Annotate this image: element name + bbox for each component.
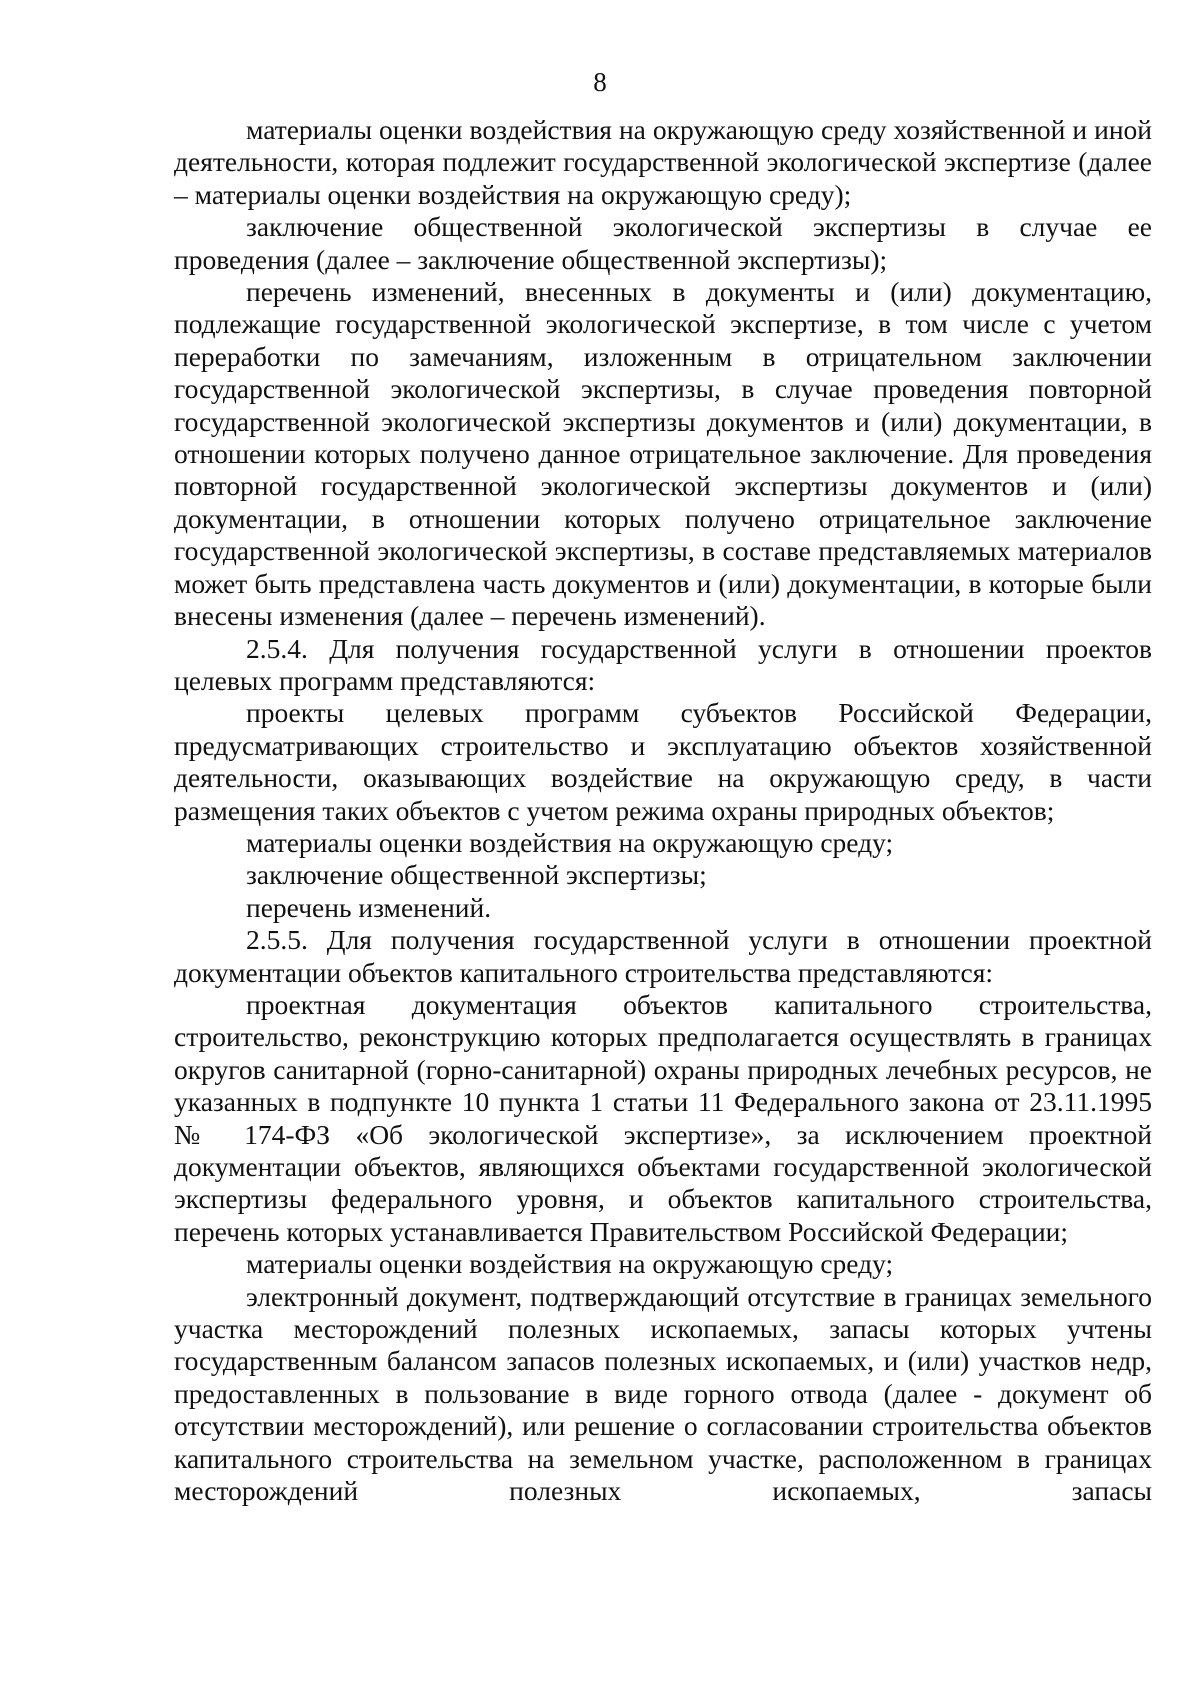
paragraph-list-of-changes-short: перечень изменений. bbox=[246, 891, 492, 923]
paragraph-project-documentation: проектная документация объектов капитального строительства, строительство, реконструкцию которых предполагается осуществлять в границах округов санитарной (горно-санитарной) охраны природных лечебных ресурсов, не указанных в подпункте 10 пункта 1 статьи 11 Федерального закона от 23.11.1995 № 174-ФЗ «Об экологической экспертизе», за исключением проектной документации объектов, являющихся объектами государственной экологической экспертизы федерального уровня, и объектов капитального строительства, перечень которых устанавливается Правительством Российской Федерации; bbox=[174, 988, 1152, 1247]
paragraph-public-expertise-conclusion: заключение общественной экологической экспертизы в случае ее проведения (далее – заключение общественной экспертизы); bbox=[174, 211, 1152, 275]
paragraph-eia-materials-short: материалы оценки воздействия на окружающую среду; bbox=[246, 826, 894, 858]
paragraph-electronic-document: электронный документ, подтверждающий отсутствие в границах земельного участка месторождений полезных ископаемых, запасы которых учтены государственным балансом запасов полезных ископаемых, и (или) участков недр, предоставленных в пользование в виде горного отвода (далее - документ об отсутствии месторождений), или решение о согласовании строительства объектов капитального строительства на земельном участке, расположенном в границах месторождений полезных ископаемых, запасы bbox=[174, 1280, 1152, 1507]
paragraph-list-of-changes: перечень изменений, внесенных в документы и (или) документацию, подлежащие государственной экологической экспертизе, в том числе с учетом переработки по замечаниям, изложенным в отрицательном заключении государственной экологической экспертизы, в случае проведения повторной государственной экологической экспертизы документов и (или) документации, в отношении которых получено данное отрицательное заключение. Для проведения повторной государственной экологической экспертизы документов и (или) документации, в отношении которых получено отрицательное заключение государственной экологической экспертизы, в составе представляемых материалов может быть представлена часть документов и (или) документации, в которые были внесены изменения (далее – перечень изменений). bbox=[174, 276, 1152, 632]
document-body bbox=[174, 114, 1152, 1507]
paragraph-section-2-5-5: 2.5.5. Для получения государственной услуги в отношении проектной документации объектов капитального строительства представляются: bbox=[174, 924, 1152, 988]
paragraph-target-programs: проекты целевых программ субъектов Российской Федерации, предусматривающих строительство и эксплуатацию объектов хозяйственной деятельности, оказывающих воздействие на окружающую среду, в части размещения таких объектов с учетом режима охраны природных объектов; bbox=[174, 697, 1152, 826]
page-number: 8 bbox=[593, 67, 607, 97]
paragraph-eia-materials: материалы оценки воздействия на окружающую среду хозяйственной и иной деятельности, которая подлежит государственной экологической экспертизе (далее – материалы оценки воздействия на окружающую среду); bbox=[174, 114, 1152, 210]
paragraph-public-expertise-short: заключение общественной экспертизы; bbox=[246, 859, 707, 891]
paragraph-eia-materials-repeat: материалы оценки воздействия на окружающую среду; bbox=[246, 1248, 894, 1280]
paragraph-section-2-5-4: 2.5.4. Для получения государственной услуги в отношении проектов целевых программ представляются: bbox=[174, 632, 1152, 696]
